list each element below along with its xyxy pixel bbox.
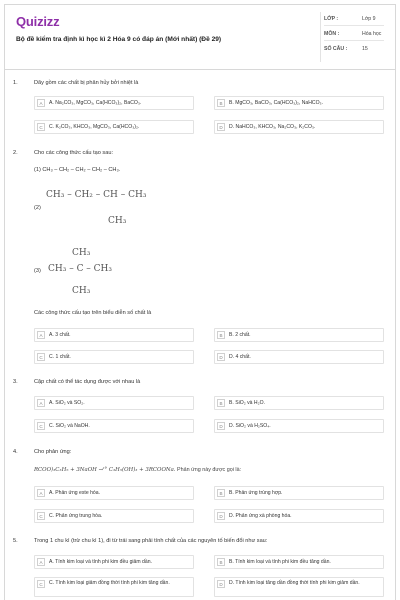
- option-c[interactable]: [34, 509, 194, 523]
- option-c[interactable]: [34, 120, 194, 134]
- equation-formula: RCOO)₃C₃H₅ + 3NaOH →ᵗ° C₃H₅(OH)₃ + 3RCOONa.: [34, 467, 176, 473]
- question-subtext: Các công thức cấu tạo trên biểu diễn số chất là: [34, 310, 152, 316]
- formula-2-bottom: CH₃: [108, 216, 127, 226]
- equation-tail: Phản ứng này được gọi là:: [175, 467, 242, 473]
- option-text: D. Phản ứng xà phòng hóa.: [229, 513, 292, 519]
- option-letter: A: [37, 331, 45, 339]
- formula-line-1: (1) CH₃ – CH₂ – CH₂ – CH₂ – CH₃.: [34, 167, 121, 173]
- option-letter: D: [217, 123, 225, 131]
- option-text: D. 4 chất.: [229, 354, 251, 360]
- option-text: B. 2 chất.: [229, 332, 251, 338]
- formula-label-3: (3): [34, 268, 41, 274]
- option-a[interactable]: [34, 96, 194, 110]
- question-number: 3.: [13, 379, 18, 385]
- question-number: 5.: [13, 538, 18, 544]
- option-letter: A: [37, 99, 45, 107]
- option-b[interactable]: [214, 555, 384, 569]
- formula-3-bottom: CH₃: [72, 286, 91, 296]
- option-b[interactable]: [214, 396, 384, 410]
- option-d[interactable]: [214, 120, 384, 134]
- option-c[interactable]: [34, 350, 194, 364]
- option-text: B. Tính kim loại và tính phi kim đều tăng dần.: [229, 559, 331, 565]
- option-c[interactable]: [34, 419, 194, 433]
- option-b[interactable]: [214, 328, 384, 342]
- option-d[interactable]: [214, 350, 384, 364]
- option-letter: C: [37, 353, 45, 361]
- option-letter: B: [217, 99, 225, 107]
- meta-subject-value: Hóa học: [362, 31, 382, 37]
- formula-3-mid: CH₃ – C – CH₃: [48, 264, 113, 274]
- option-b[interactable]: [214, 96, 384, 110]
- reaction-equation: [34, 467, 241, 473]
- option-letter: B: [217, 399, 225, 407]
- option-a[interactable]: [34, 555, 194, 569]
- meta-count-value: 15: [362, 46, 368, 52]
- option-c[interactable]: [34, 577, 194, 597]
- option-b[interactable]: [214, 486, 384, 500]
- option-text: B. MgCO₃, BaCO₃, Ca(HCO₃)₂, NaHCO₃.: [229, 100, 324, 106]
- question-text: Cho các công thức cấu tạo sau:: [34, 150, 113, 156]
- question-number: 4.: [13, 449, 18, 455]
- question-number: 2.: [13, 150, 18, 156]
- meta-class-label: LỚP :: [324, 16, 339, 22]
- worksheet-header: [4, 4, 396, 70]
- header-divider: [320, 12, 321, 62]
- option-d[interactable]: [214, 577, 384, 597]
- option-letter: D: [217, 422, 225, 430]
- option-letter: A: [37, 399, 45, 407]
- option-text: C. SiO₂ và NaOH.: [49, 423, 90, 429]
- question-text: Dãy gồm các chất bị phân hủy bởi nhiệt là: [34, 80, 139, 86]
- option-text: A. Na₂CO₃, MgCO₃, Ca(HCO₃)₂, BaCO₃.: [49, 100, 142, 106]
- option-text: A. 3 chất.: [49, 332, 71, 338]
- option-a[interactable]: [34, 396, 194, 410]
- formula-label-2: (2): [34, 205, 41, 211]
- option-letter: B: [217, 489, 225, 497]
- option-text: C. Phản ứng trung hòa.: [49, 513, 103, 519]
- meta-class-value: Lớp 9: [362, 16, 376, 22]
- option-text: D. NaHCO₃, KHCO₃, Na₂CO₃, K₂CO₃.: [229, 124, 316, 130]
- question-text: Trong 1 chu kì (trừ chu kì 1), đi từ trái sang phải tính chất của các nguyên tố biến đổi như sau:: [34, 538, 268, 544]
- question-text: Cặp chất có thể tác dụng được với nhau là: [34, 379, 141, 385]
- option-text: C. 1 chất.: [49, 354, 71, 360]
- option-letter: A: [37, 558, 45, 566]
- option-text: B. SiO₂ và H₂O.: [229, 400, 265, 406]
- option-letter: C: [37, 580, 45, 588]
- meta-subject-label: MÔN :: [324, 31, 340, 37]
- formula-3-top: CH₃: [72, 248, 91, 258]
- option-text: D. Tính kim loại tăng dần đồng thời tính phi kim giảm dần.: [229, 580, 360, 586]
- option-letter: B: [217, 558, 225, 566]
- option-a[interactable]: [34, 328, 194, 342]
- option-letter: C: [37, 422, 45, 430]
- option-d[interactable]: [214, 509, 384, 523]
- document-title: Bộ đề kiểm tra định kì học kì 2 Hóa 9 có đáp án (Mới nhất) (Đề 29): [16, 36, 222, 43]
- meta-line: [324, 40, 384, 41]
- option-text: B. Phản ứng trùng hợp.: [229, 490, 283, 496]
- quizizz-logo: Quizizz: [16, 14, 60, 29]
- option-letter: B: [217, 331, 225, 339]
- option-text: A. Tính kim loại và tính phi kim đều giảm dần.: [49, 559, 152, 565]
- option-letter: D: [217, 512, 225, 520]
- option-letter: A: [37, 489, 45, 497]
- formula-2-top: CH₃ – CH₂ – CH – CH₃: [46, 190, 147, 200]
- question-text: Cho phản ứng:: [34, 449, 72, 455]
- option-letter: D: [217, 580, 225, 588]
- meta-line: [324, 25, 384, 26]
- meta-count-label: SỐ CÂU :: [324, 46, 348, 52]
- option-letter: D: [217, 353, 225, 361]
- option-text: C. Tính kim loại giảm đồng thời tính phi kim tăng dần.: [49, 580, 170, 586]
- option-text: D. SiO₂ và H₂SO₄.: [229, 423, 271, 429]
- question-number: 1.: [13, 80, 18, 86]
- option-d[interactable]: [214, 419, 384, 433]
- option-text: A. Phản ứng este hóa.: [49, 490, 100, 496]
- option-text: A. SiO₂ và SO₂.: [49, 400, 85, 406]
- option-text: C. K₂CO₃, KHCO₃, MgCO₃, Ca(HCO₃)₂.: [49, 124, 140, 130]
- option-letter: C: [37, 123, 45, 131]
- option-a[interactable]: [34, 486, 194, 500]
- option-letter: C: [37, 512, 45, 520]
